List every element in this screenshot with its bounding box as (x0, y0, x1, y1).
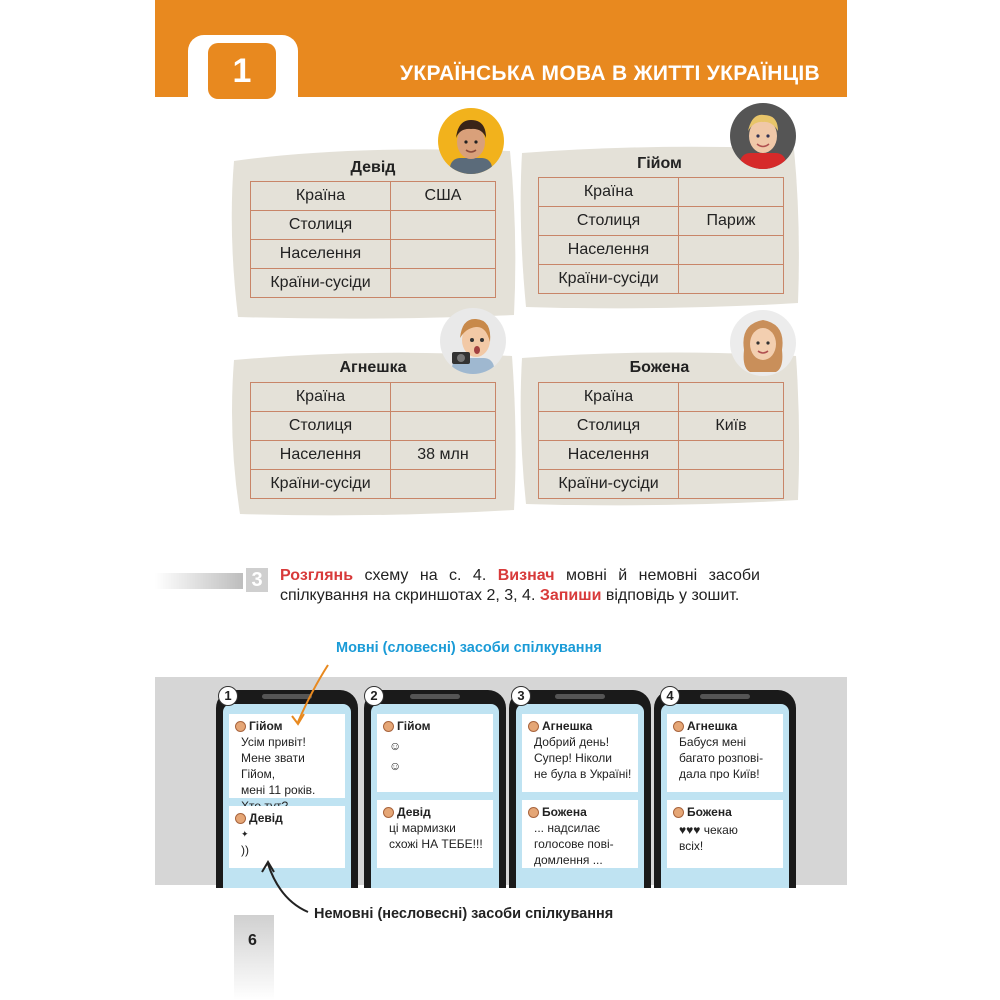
row-label: Столиця (539, 412, 679, 441)
row-value (679, 265, 784, 294)
chat-sender (673, 718, 778, 734)
sender-avatar-icon (528, 721, 539, 732)
info-table (538, 382, 784, 499)
row-value (679, 383, 784, 412)
message-line: мені 11 років. (241, 783, 316, 797)
row-value (679, 236, 784, 265)
table-row (251, 412, 496, 441)
phone-screenshot-4 (654, 690, 796, 888)
row-label: Населення (251, 240, 391, 269)
nonverbal-means-label: Немовні (несловесні) засоби спілкування (314, 906, 614, 922)
row-label: Населення (539, 441, 679, 470)
boy-portrait-icon (438, 108, 504, 174)
task-text (280, 566, 760, 606)
sender-name: Агнешка (687, 719, 738, 733)
sender-name: Гійом (397, 719, 431, 733)
row-label: Країни-сусіди (539, 265, 679, 294)
message-line: Усім привіт! (241, 735, 306, 749)
card-name: Девід (350, 159, 396, 176)
phone-screen (661, 704, 789, 888)
screenshot-badge-1: 1 (218, 686, 238, 706)
phone-notch (555, 694, 605, 699)
task-fragment: схему на с. 4. (353, 567, 498, 584)
sender-name: Божена (687, 805, 732, 819)
table-row (251, 211, 496, 240)
task-keyword: Запиши (539, 587, 602, 604)
sender-avatar-icon (383, 721, 394, 732)
row-label: Столиця (539, 207, 679, 236)
card-name: Гійом (637, 155, 682, 172)
row-label: Країна (251, 383, 391, 412)
table-row (539, 412, 784, 441)
row-label: Країна (539, 383, 679, 412)
sender-avatar-icon (673, 807, 684, 818)
screenshot-badge-4: 4 (660, 686, 680, 706)
sender-name: Агнешка (542, 719, 593, 733)
message-line: схожі НА ТЕБЕ!!! (389, 837, 483, 851)
message-line: Супер! Ніколи (534, 751, 613, 765)
task-fragment: мовні й немовні засоби спілкування на скриншотах 2, 3, 4. (280, 567, 760, 604)
message-line: багато розпові- (679, 751, 764, 765)
row-value: Париж (679, 207, 784, 236)
table-row (539, 441, 784, 470)
task-fragment: відповідь у зошит. (601, 587, 740, 604)
row-value (391, 240, 496, 269)
row-label: Країни-сусіди (251, 470, 391, 499)
info-table (250, 382, 496, 499)
chat-sender (383, 804, 488, 820)
sender-avatar-icon (673, 721, 684, 732)
chat-message (522, 800, 638, 868)
table-row (251, 240, 496, 269)
boy-portrait-icon (730, 103, 796, 169)
message-line: ☺ (389, 739, 402, 753)
row-label: Столиця (251, 412, 391, 441)
chapter-title: УКРАЇНСЬКА МОВА В ЖИТТІ УКРАЇНЦІВ (400, 62, 820, 85)
task-keyword: Визнач (497, 567, 555, 584)
screenshot-badge-2: 2 (364, 686, 384, 706)
chat-message (377, 714, 493, 792)
row-value (679, 470, 784, 499)
task-keyword: Розглянь (280, 567, 354, 584)
girl-portrait-icon (730, 310, 796, 376)
sender-avatar-icon (235, 813, 246, 824)
row-label: Країни-сусіди (539, 470, 679, 499)
chat-sender (235, 810, 340, 826)
phone-notch (700, 694, 750, 699)
chat-message (377, 800, 493, 868)
table-row (539, 207, 784, 236)
phone-screenshot-2 (364, 690, 506, 888)
sender-name: Божена (542, 805, 587, 819)
task-number: 3 (246, 568, 268, 592)
table-row (251, 383, 496, 412)
task-marker-bar (155, 573, 243, 589)
info-table (538, 177, 784, 294)
message-line: дала про Київ! (679, 767, 760, 781)
phone-screenshot-3 (509, 690, 651, 888)
row-label: Країна (251, 182, 391, 211)
avatar-guillaume (730, 103, 796, 169)
sender-avatar-icon (383, 807, 394, 818)
row-value: Київ (679, 412, 784, 441)
chapter-number: 1 (208, 43, 276, 99)
screenshot-badge-3: 3 (511, 686, 531, 706)
card-name: Божена (629, 359, 690, 376)
sender-name: Девід (397, 805, 431, 819)
table-row (539, 383, 784, 412)
sender-avatar-icon (528, 807, 539, 818)
row-value (679, 178, 784, 207)
message-line: Добрий день! (534, 735, 610, 749)
table-row (539, 236, 784, 265)
row-label: Населення (539, 236, 679, 265)
chat-sender (383, 718, 488, 734)
row-value (391, 269, 496, 298)
message-line: голосове пові- (534, 837, 614, 851)
message-line: ☺ (389, 759, 402, 773)
message-line: ці мармизки (389, 821, 456, 835)
chat-message (667, 714, 783, 792)
table-row (539, 178, 784, 207)
verbal-means-label: Мовні (словесні) засоби спілкування (336, 640, 602, 656)
message-line: не була в Україні! (534, 767, 632, 781)
phone-screen (371, 704, 499, 888)
table-row (251, 269, 496, 298)
phone-screen (516, 704, 644, 888)
sender-name: Девід (249, 811, 283, 825)
chat-message (229, 806, 345, 868)
chat-sender (528, 718, 633, 734)
avatar-agnieszka (440, 308, 506, 374)
row-value: США (391, 182, 496, 211)
girl-with-camera-icon (440, 308, 506, 374)
row-label: Країни-сусіди (251, 269, 391, 298)
message-line: )) (241, 843, 249, 857)
chat-sender (673, 804, 778, 820)
chat-sender (528, 804, 633, 820)
row-value (679, 441, 784, 470)
table-row (251, 441, 496, 470)
chat-message (522, 714, 638, 792)
message-line: Мене звати Гійом, (241, 751, 305, 781)
phone-screen (223, 704, 351, 888)
chat-sender (235, 718, 340, 734)
message-line: всіх! (679, 839, 704, 853)
row-value (391, 470, 496, 499)
table-row (251, 182, 496, 211)
row-label: Країна (539, 178, 679, 207)
phone-notch (410, 694, 460, 699)
table-row (539, 265, 784, 294)
card-name: Агнешка (339, 359, 407, 376)
phone-screenshot-1 (216, 690, 358, 888)
page-number-tab (234, 915, 274, 1000)
message-line: домлення ... (534, 853, 603, 867)
info-table (250, 181, 496, 298)
phone-notch (262, 694, 312, 699)
avatar-bozhena (730, 310, 796, 376)
table-row (539, 470, 784, 499)
chat-message (229, 714, 345, 798)
row-label: Населення (251, 441, 391, 470)
row-value (391, 211, 496, 240)
message-line: ✦ (241, 829, 249, 839)
message-line: Бабуся мені (679, 735, 747, 749)
chat-message (667, 800, 783, 868)
sender-name: Гійом (249, 719, 283, 733)
message-line: ♥♥♥ чекаю (679, 823, 738, 837)
message-line: ... надсилає (534, 821, 601, 835)
row-label: Столиця (251, 211, 391, 240)
row-value: 38 млн (391, 441, 496, 470)
row-value (391, 412, 496, 441)
avatar-david (438, 108, 504, 174)
sender-avatar-icon (235, 721, 246, 732)
page-number: 6 (248, 932, 257, 949)
table-row (251, 470, 496, 499)
row-value (391, 383, 496, 412)
